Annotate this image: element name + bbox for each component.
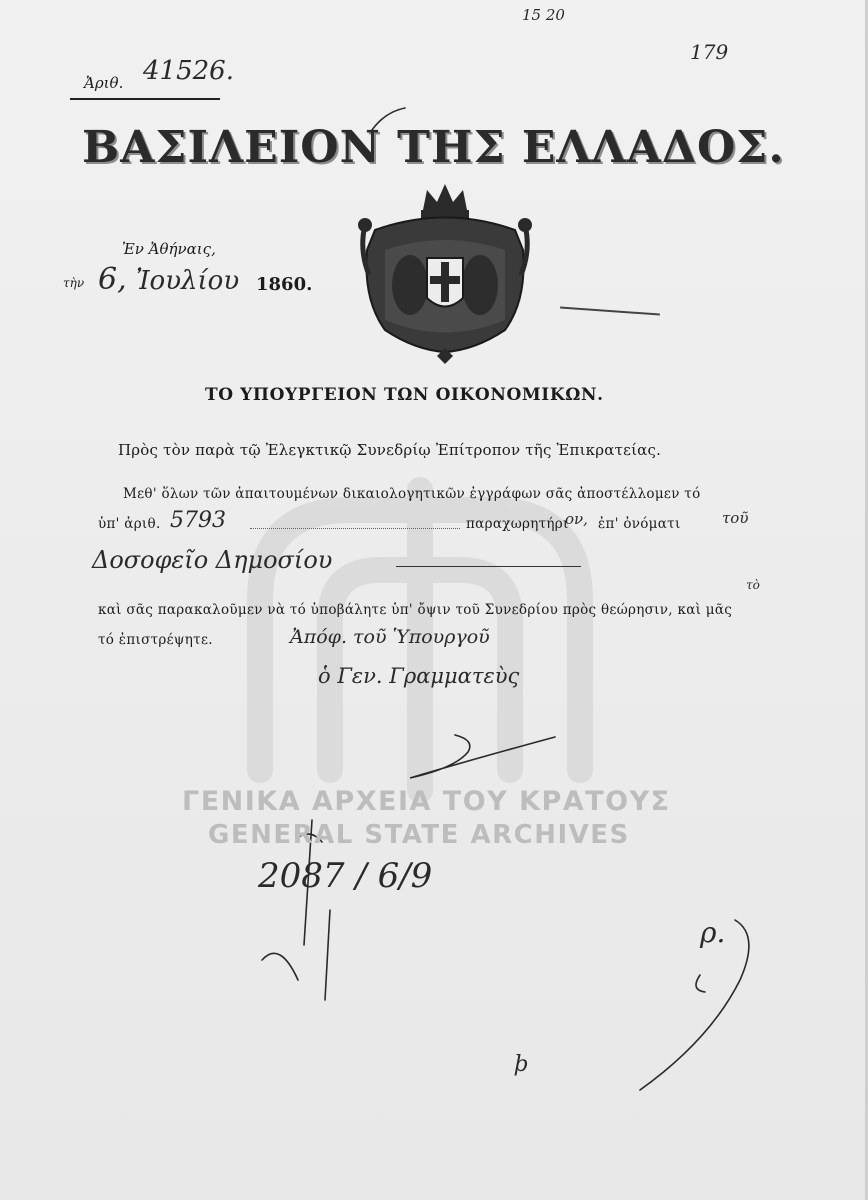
body-line-5: τό ἐπιστρέψητε. [98, 632, 213, 648]
body-line-2-suffix: ἐπ' ὀνόματι [598, 516, 681, 532]
addressee-line: Πρὸς τὸν παρὰ τῷ Ἐλεγκτικῷ Συνεδρίῳ Ἐπίτροπον τῆς Ἐπικρατείας. [118, 441, 662, 459]
kingdom-title: ΒΑΣΙΛΕΙΟΝ ΤΗΣ ΕΛΛΑΔΟΣ. [82, 122, 785, 173]
signature-line-1: Ἀπόφ. τοῦ Ὑπουργοῦ [290, 626, 490, 648]
date-day: 6, [98, 262, 127, 297]
body-line-1: Μεθ' ὅλων τῶν ἀπαιτουμένων δικαιολογητικῶν ἐγγράφων σᾶς ἀποστέλλομεν τό [123, 486, 701, 502]
corner-mark-top: 15 20 [522, 6, 565, 24]
ministry-heading: ΤΟ ΥΠΟΥΡΓΕΙΟΝ ΤΩΝ ΟΙΚΟΝΟΜΙΚΩΝ. [205, 385, 604, 405]
number-value: 41526. [143, 56, 234, 86]
marginal-note-right: ρ. [700, 916, 726, 949]
handwritten-article: τοῦ [722, 509, 749, 527]
date-year: 1860. [256, 274, 313, 295]
marginal-note-left: 2087 / 6/9 [258, 856, 433, 896]
handwritten-mark: τὸ [746, 578, 760, 592]
date-month: Ἰουλίου [136, 266, 240, 296]
handwritten-name: Δοσοφεῖο Δημοσίου [92, 546, 333, 574]
handwritten-ending: ον, [565, 510, 588, 528]
body-line-4: καὶ σᾶς παρακαλοῦμεν νὰ τό ὑποβάλητε ὑπ' ὄψιν τοῦ Συνεδρίου πρὸς θεώρησιν, καὶ μᾶς [98, 602, 733, 618]
archive-watermark-english: GENERAL STATE ARCHIVES [208, 820, 630, 850]
body-line-2-middle: παραχωρητήρι [466, 516, 569, 532]
signature-line-2: ὁ Γεν. Γραμματεὺς [318, 664, 520, 688]
small-pen-mark: ϸ [514, 1052, 529, 1077]
date-prefix: τὴν [63, 276, 85, 290]
archive-watermark-greek: ΓΕΝΙΚΑ ΑΡΧΕΙΑ ΤΟΥ ΚΡΑΤΟΥΣ [182, 786, 671, 817]
document-number: 5793 [170, 508, 226, 533]
number-label: Ἀριθ. [84, 74, 124, 92]
body-line-2-prefix: ὑπ' ἀριθ. [98, 516, 161, 532]
place-line: Ἐν Ἀθήναις, [122, 240, 216, 258]
folio-number: 179 [690, 40, 729, 64]
